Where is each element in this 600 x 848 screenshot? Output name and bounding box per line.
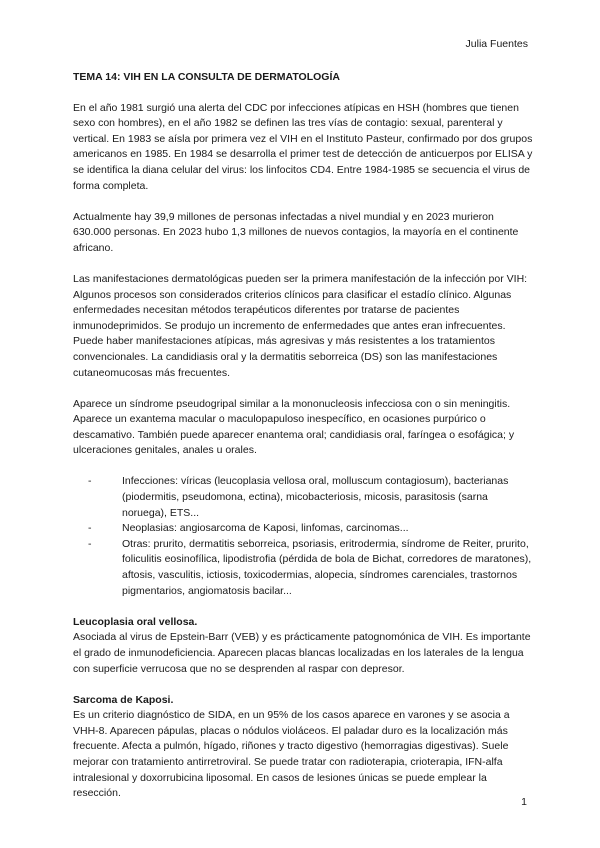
paragraph-epidemiology: Actualmente hay 39,9 millones de personas infectadas a nivel mundial y en 2023 murieron 630.000 personas. En 2023 hubo 1,3 millones de nuevos contagios, la mayoría en el continente africano. — [73, 210, 519, 254]
list-item-text: Otras: prurito, dermatitis seborreica, psoriasis, eritrodermia, síndrome de Reiter, prurito, foliculitis eosinofílica, lipodistrofia (pérdida de bola de Bichat, corredores de maratones), aftosis, vasculitis, ictiosis, toxicodermias, alopecia, síndromes carenciales, trastornos pigmentarios, angiomatosis bacilar... — [122, 537, 532, 597]
bullet-marker: - — [88, 475, 92, 488]
bullet-marker: - — [88, 537, 92, 550]
manifestations-list — [73, 474, 533, 599]
list-item — [88, 474, 533, 521]
paragraph-history: En el año 1981 surgió una alerta del CDC por infecciones atípicas en HSH (hombres que tienen sexo con hombres), en el año 1982 se definen las tres vías de contagio: sexual, parenteral y vertical. En 1983 se aísla por primera vez el VIH en el Instituto Pasteur, confirmado por dos grupos americanos en 1985. En 1984 se desarrolla el primer test de detección de anticuerpos por ELISA y se identifica la diana celular del virus: los linfocitos CD4. Entre 1984-1985 se secuencia el virus de forma completa. — [73, 101, 533, 192]
list-item — [88, 537, 533, 599]
document-title: TEMA 14: VIH EN LA CONSULTA DE DERMATOLOGÍA — [73, 71, 340, 83]
list-item-text: Neoplasias: angiosarcoma de Kaposi, linfomas, carcinomas... — [122, 522, 409, 535]
section-leucoplasia — [73, 615, 533, 677]
section-text: Asociada al virus de Epstein-Barr (VEB) y es prácticamente patognomónica de VIH. Es importante el grado de inmunodeficiencia. Aparecen placas blancas localizadas en los laterales de la lengua con superficie verrucosa que no se desprenden al raspar con depresor. — [73, 631, 531, 675]
list-item — [88, 521, 533, 537]
paragraph-acute-syndrome: Aparece un síndrome pseudogripal similar a la mononucleosis infecciosa con o sin meningitis. Aparece un exantema macular o maculopapuloso inespecífico, en ocasiones purpúrico o descamativo. También puede aparecer enantema oral; candidiasis oral, faríngea o esofágica; y ulceraciones genitales, anales u orales. — [73, 397, 515, 457]
document-body — [73, 70, 533, 817]
section-heading: Leucoplasia oral vellosa. — [73, 615, 198, 628]
section-kaposi — [73, 693, 533, 802]
section-text: Es un criterio diagnóstico de SIDA, en un 95% de los casos aparece en varones y se asocia a VHH-8. Aparecen pápulas, placas o nódulos violáceos. El paladar duro es la localización más frecuente. Afecta a pulmón, hígado, riñones y tracto digestivo (hemorragias digestivas). Suele mejorar con tratamiento antirretroviral. Se puede tratar con radioterapia, crioterapia, IFN-alfa intralesional y doxorrubicina liposomal. En casos de lesiones únicas se puede emplear la resección. — [73, 709, 510, 800]
page-number: 1 — [521, 796, 527, 808]
section-heading: Sarcoma de Kaposi. — [73, 693, 174, 706]
paragraph-dermatologic-manifestations: Las manifestaciones dermatológicas pueden ser la primera manifestación de la infección por VIH: Algunos procesos son considerados criterios clínicos para clasificar el estadío clínico. Algunas enfermedades necesitan métodos terapéuticos diferentes por tratarse de pacientes inmunodeprimidos. Se produjo un incremento de enfermedades que antes eran infrecuentes. Puede haber manifestaciones atípicas, más agresivas y más resistentes a los tratamientos convencionales. La candidiasis oral y la dermatitis seborreica (DS) son las manifestaciones cutaneomucosas más frecuentes. — [73, 272, 528, 379]
list-item-text: Infecciones: víricas (leucoplasia vellosa oral, molluscum contagiosum), bacterianas (piodermitis, pseudomona, ectina), micobacteriosis, micosis, parasitosis (sarna noruega), ETS... — [122, 475, 509, 519]
author-header: Julia Fuentes — [465, 38, 528, 50]
bullet-marker: - — [88, 522, 92, 535]
